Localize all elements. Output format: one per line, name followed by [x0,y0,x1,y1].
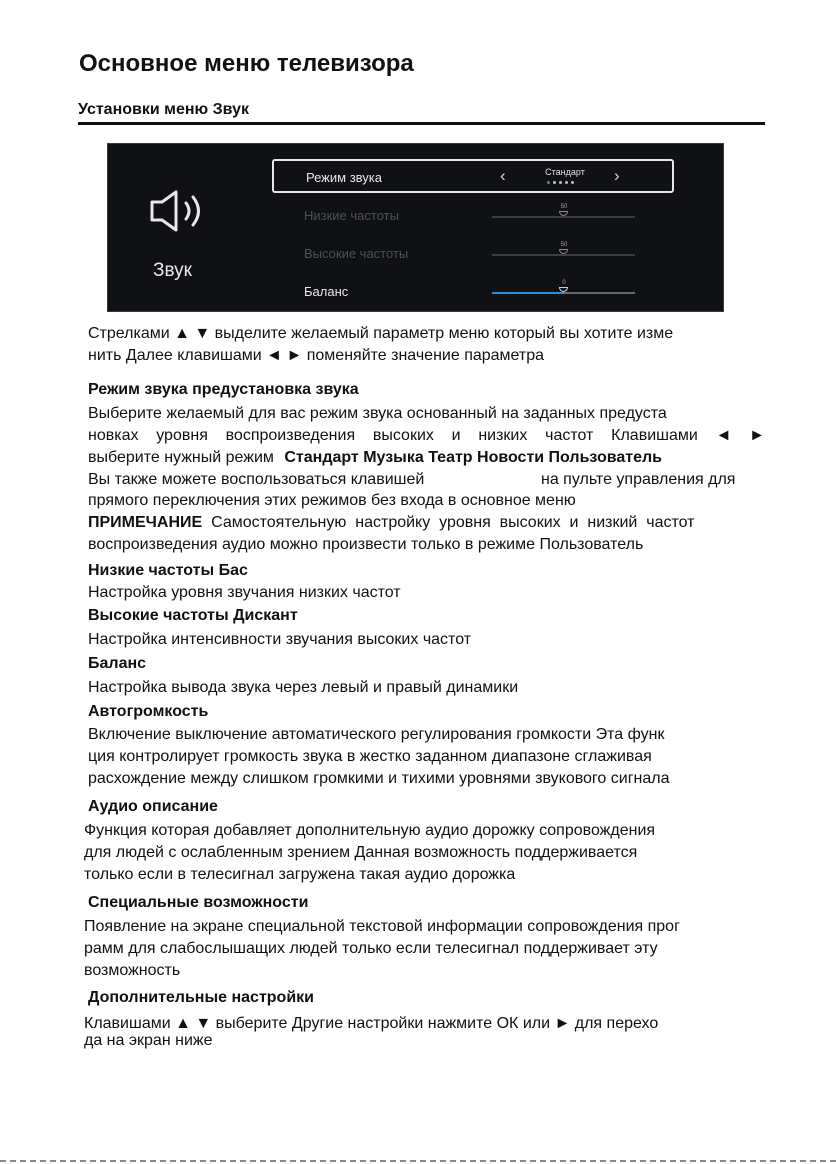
heading-bass: Низкие частоты Бас [88,562,248,579]
balance-slider[interactable] [492,280,635,294]
auto-volume-line-3: расхождение между слишком громкими и тихими уровнями звукового сигнала [88,770,670,787]
menu-item-label: Низкие частоты [304,208,399,223]
bass-text: Настройка уровня звучания низких частот [88,584,401,601]
menu-item-label: Баланс [304,284,349,299]
heading-accessibility: Специальные возможности [88,894,309,911]
tv-sound-menu [107,143,724,312]
tv-section-label: Звук [153,260,192,281]
page-dot [553,181,556,184]
slider-fill [492,292,564,294]
note-text: Самостоятельную настройку уровня высоких и низкий частот [202,514,695,531]
heading-balance: Баланс [88,655,147,672]
heading-audio-description: Аудио описание [88,798,218,815]
sound-mode-line-4b: на пульте управления для [541,471,736,488]
heading-treble: Высокие частоты Дискант [88,607,298,624]
audio-description-line-2: для людей с ослабленным зрением Данная возможность поддерживается [84,844,638,861]
menu-item-sound-mode[interactable] [272,159,674,193]
auto-volume-line-2: ция контролирует громкость звука в жестко заданном диапазоне сглаживая [88,748,652,765]
menu-item-balance[interactable] [272,275,674,309]
sound-mode-line-4a: Вы также можете воспользоваться клавишей [88,471,425,488]
menu-item-bass[interactable] [272,199,674,233]
speaker-icon [148,188,210,234]
treble-slider[interactable] [492,242,635,256]
audio-description-line-3: только если в телесигнал загружена такая аудио дорожка [84,866,516,883]
sound-mode-line-5: прямого переключения этих режимов без входа в основное меню [88,492,576,509]
accessibility-line-1: Появление на экране специальной текстовой информации сопровождения прог [84,918,680,935]
heading-sound-mode: Режим звука предустановка звука [88,381,359,398]
sound-mode-line-1: Выберите желаемый для вас режим звука основанный на заданных предуста [88,405,667,422]
auto-volume-line-1: Включение выключение автоматического регулирования громкости Эта функ [88,726,665,743]
slider-knob[interactable] [559,211,568,216]
slider-value: 0 [562,280,566,286]
additional-settings-line-2: да на экран ниже [84,1032,213,1049]
intro-line-2: нить Далее клавишами ◄ ► поменяйте значение параметра [88,347,545,364]
intro-line-1: Стрелками ▲ ▼ выделите желаемый параметр меню который вы хотите изме [88,325,674,342]
section-subtitle: Установки меню Звук [78,101,250,118]
sound-mode-line-3 [88,448,662,468]
menu-item-treble[interactable] [272,237,674,271]
accessibility-line-3: возможность [84,962,181,979]
page-dot [565,181,568,184]
page-dot [571,181,574,184]
note-line-1 [88,513,695,533]
page-dot [547,181,550,184]
balance-text: Настройка вывода звука через левый и правый динамики [88,679,519,696]
note-label: ПРИМЕЧАНИЕ [88,514,203,531]
page-bottom-border [0,1160,836,1162]
sound-mode-list: Стандарт Музыка Театр Новости Пользователь [284,449,663,466]
page-title: Основное меню телевизора [79,50,414,77]
slider-value: 50 [560,204,568,210]
note-line-2: воспроизведения аудио можно произвести только в режиме Пользователь [88,536,644,553]
slider-knob[interactable] [559,249,568,254]
page-dot [559,181,562,184]
sound-mode-line-3-text: выберите нужный режим [88,449,274,466]
bass-slider[interactable] [492,204,635,218]
title-divider [78,122,765,125]
chevron-left-icon[interactable]: ‹ [500,166,506,185]
mode-page-dots [547,181,577,185]
menu-item-label: Режим звука [306,170,382,185]
menu-item-label: Высокие частоты [304,246,409,261]
heading-auto-volume: Автогромкость [88,703,209,720]
heading-additional-settings: Дополнительные настройки [88,989,314,1006]
slider-knob[interactable] [559,287,568,292]
sound-mode-value: Стандарт [545,167,585,177]
additional-settings-line-1: Клавишами ▲ ▼ выберите Другие настройки нажмите ОК или ► для перехо [84,1015,659,1032]
slider-value: 50 [560,242,568,248]
treble-text: Настройка интенсивности звучания высоких частот [88,631,472,648]
audio-description-line-1: Функция которая добавляет дополнительную аудио дорожку сопровождения [84,822,656,839]
accessibility-line-2: рамм для слабослышащих людей только если телесигнал поддерживает эту [84,940,658,957]
sound-mode-line-2: новках уровня воспроизведения высоких и низких частот Клавишами ◄ ► [88,427,765,444]
chevron-right-icon[interactable]: › [614,166,620,185]
